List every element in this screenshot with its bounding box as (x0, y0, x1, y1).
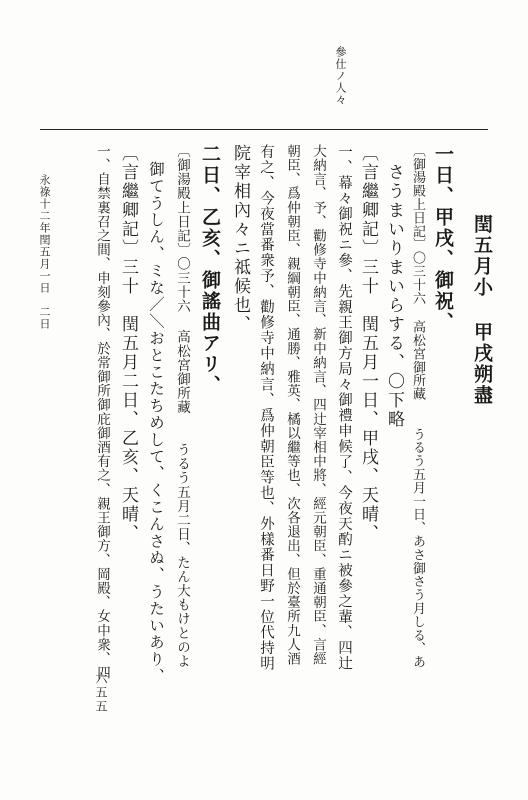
text-column: 院宰相內々ニ祗候也、 (230, 144, 250, 334)
text-column: 朝臣、爲仲朝臣、親綱朝臣、通勝、雅英、橘以繼等也、次各退出、但於臺所九人酒 (284, 144, 300, 666)
text-column: 閏五月小 甲戌朔盡 (471, 214, 493, 406)
page-number: 六五五 (94, 672, 108, 714)
text-column: 〔御湯殿上日記〕〇三十六 高松宮御所藏 うるう五月二日、たん大もけとのよ (174, 144, 190, 669)
text-column: 御てうしん、ミな／＼おとこたちめして、くこんさぬ、うたいあり、 (147, 144, 165, 685)
text-column: 有之、今夜當番衆予、勸修寺中納言、爲仲朝臣等也、外樣番日野一位代持明 (258, 144, 274, 671)
footer-date: 永祿十二年閏五月一日 二日 (38, 174, 51, 330)
text-column: さうまいりまいらする、〇下略 (384, 144, 404, 429)
text-column: 二日、乙亥、御謠曲アリ、 (199, 144, 221, 396)
text-column: 〔言繼卿記〕三十 閏五月一日、甲戌、天晴、 (358, 144, 378, 543)
text-column: 一、幕々御祝ニ參、先親王御方局々御禮申候了、今夜天酌ニ被參之輩、四辻 (336, 144, 352, 671)
text-column: 大納言、予、勸修寺中納言、新中納言、四辻宰相中將、經元朝臣、重通朝臣、言經 (310, 144, 326, 666)
text-column: 一日、甲戌、御祝、 (432, 144, 454, 333)
text-column: 一、自禁裏召之間、申刻參內、於常御所御庇御酒有之、親王御方、岡殿、女中衆、四 (94, 144, 110, 680)
running-head: 參仕ノ人々 (334, 46, 347, 106)
top-rule (40, 129, 488, 130)
text-column: 〔言繼卿記〕三十 閏五月二日、乙亥、天晴、 (118, 144, 138, 543)
text-column: 〔御湯殿上日記〕〇三十六 高松宮御所藏 うるう五月一日、あさ御さう月しる、あ (410, 144, 425, 669)
